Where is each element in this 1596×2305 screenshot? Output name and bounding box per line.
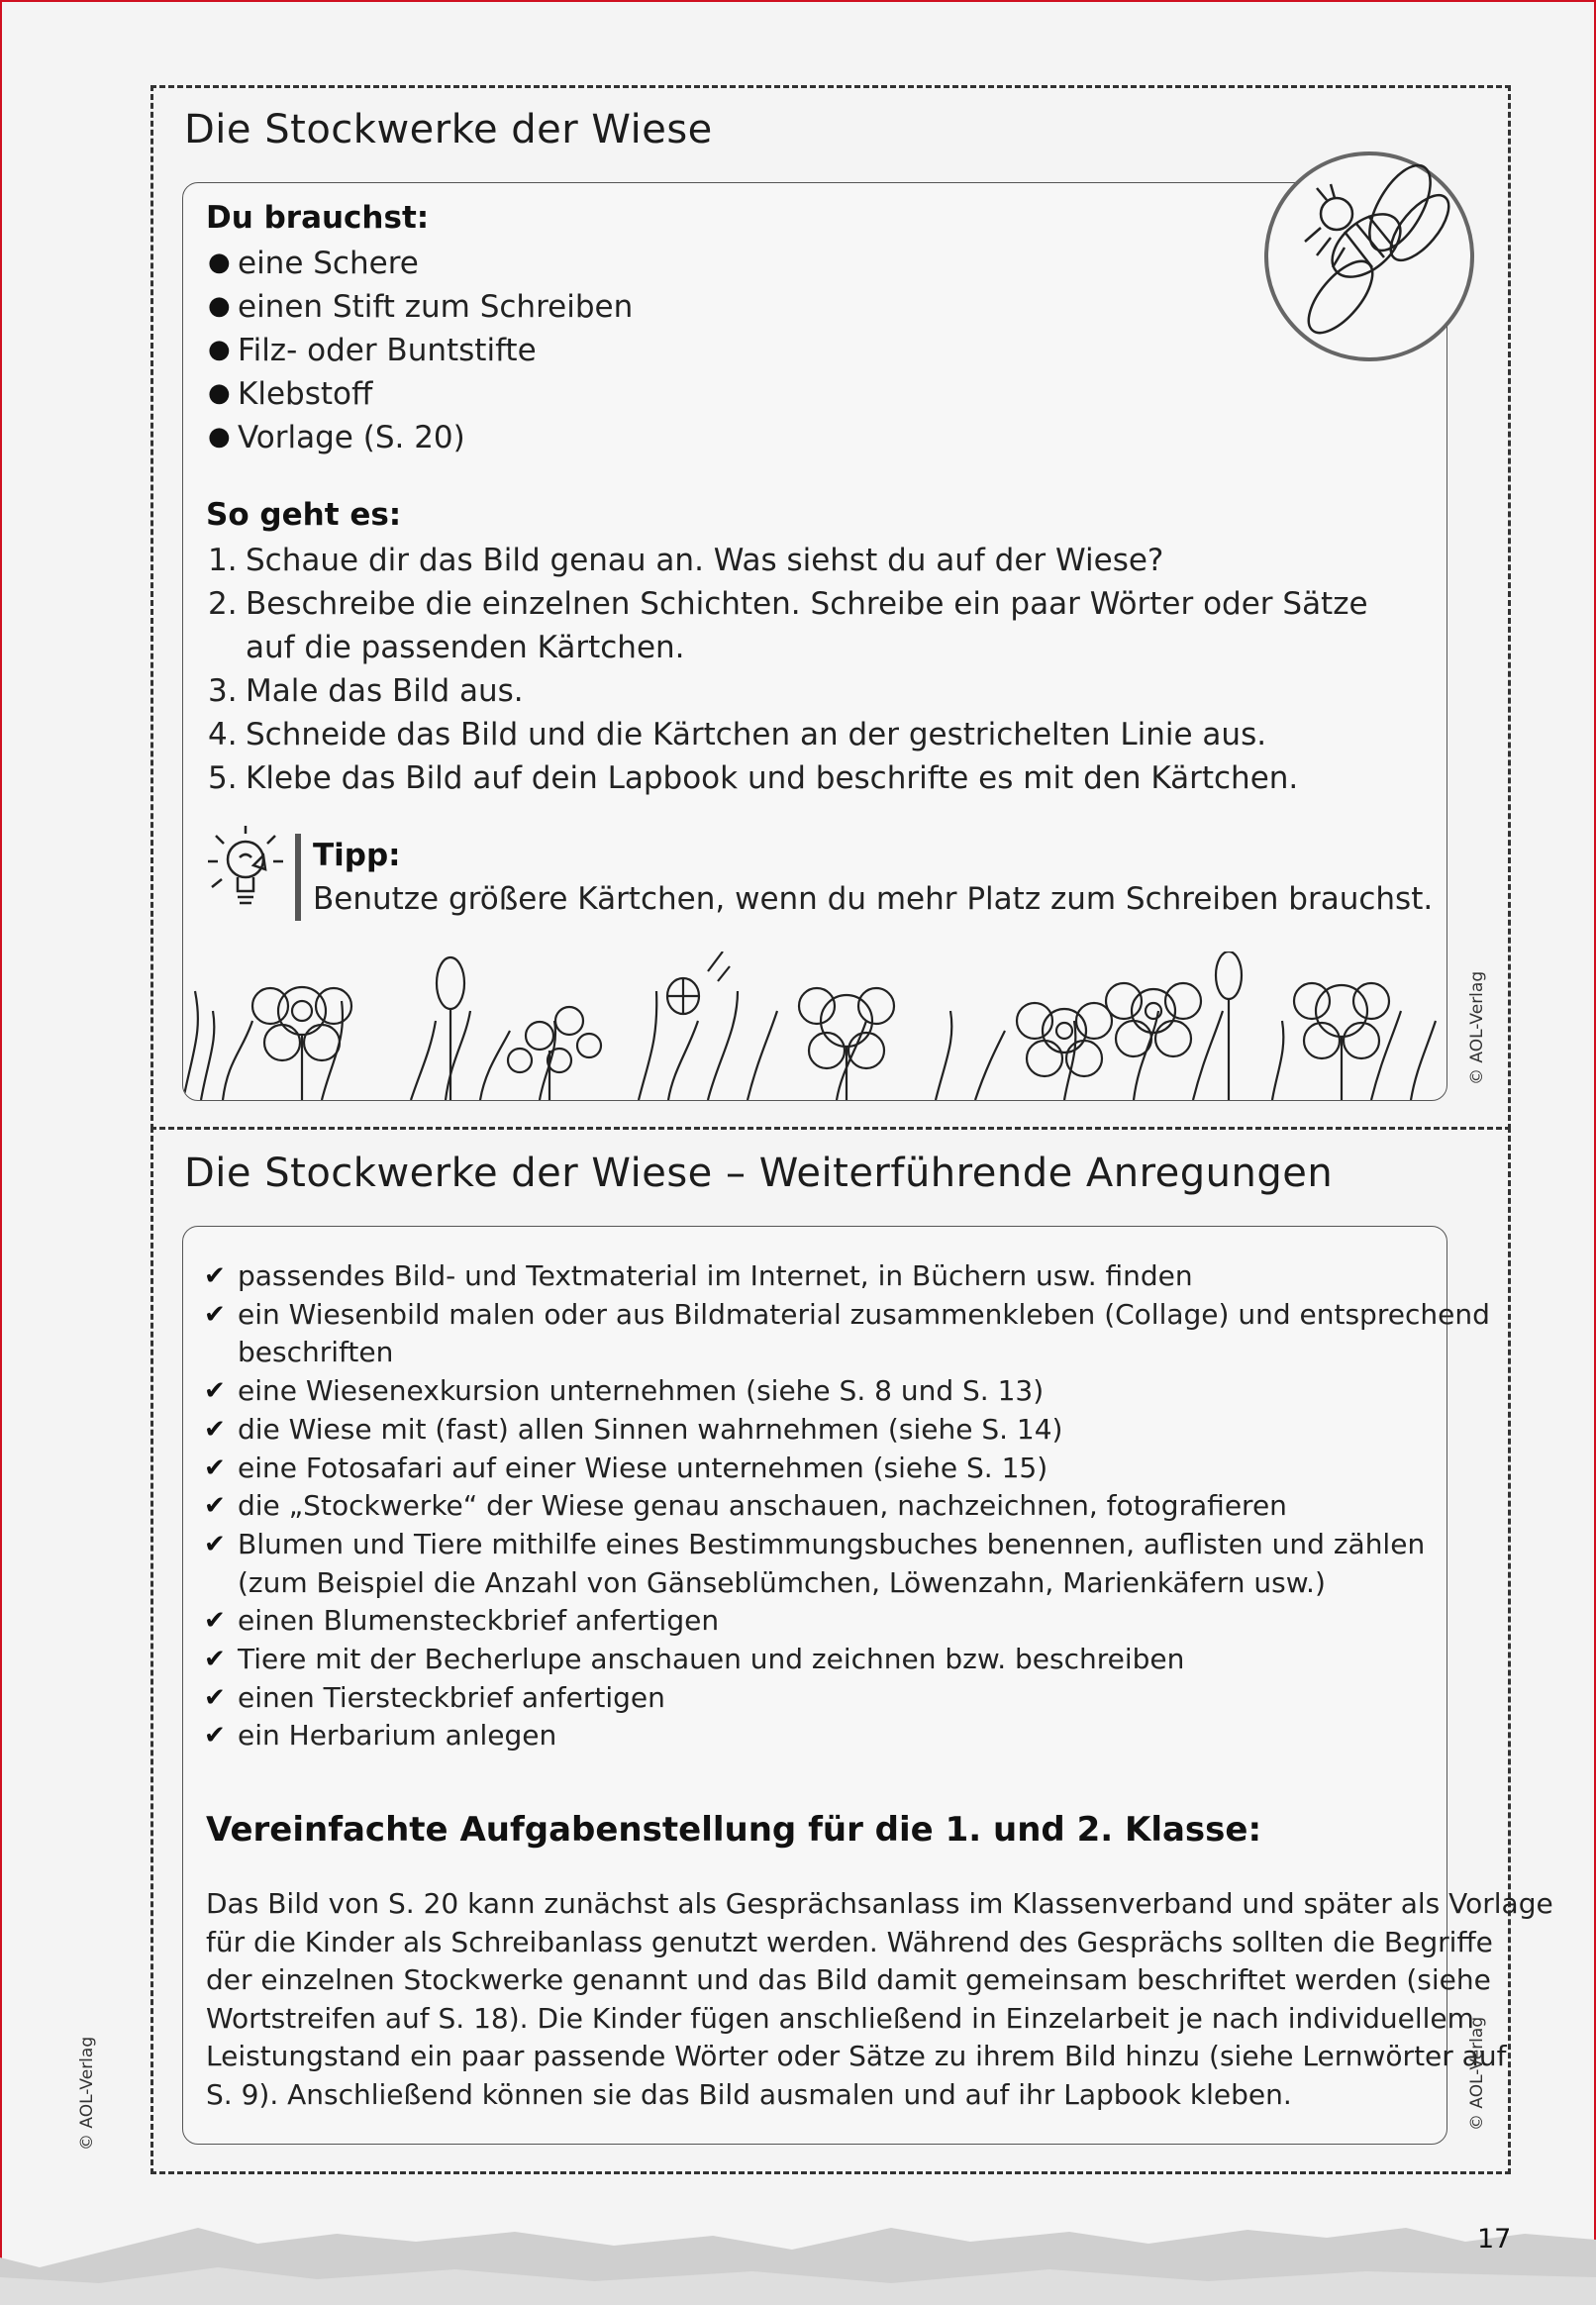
check-icon: ✔ bbox=[204, 1529, 226, 1559]
check-icon: ✔ bbox=[204, 1682, 226, 1713]
steps-heading: So geht es: bbox=[206, 497, 402, 533]
bullet-icon: ● bbox=[208, 248, 231, 277]
step-number: 1. bbox=[208, 543, 238, 578]
checklist-item: die Wiese mit (fast) allen Sinnen wahrnehmen (siehe S. 14) bbox=[238, 1412, 1063, 1446]
check-icon: ✔ bbox=[204, 1453, 226, 1483]
step-text: auf die passenden Kärtchen. bbox=[246, 630, 685, 665]
step-number: 3. bbox=[208, 673, 238, 709]
material-item: einen Stift zum Schreiben bbox=[238, 289, 634, 325]
paragraph-line: für die Kinder als Schreibanlass genutzt werden. Während des Gesprächs sollten die Begriffe bbox=[206, 1925, 1493, 1958]
checklist-item: (zum Beispiel die Anzahl von Gänseblümchen, Löwenzahn, Marienkäfern usw.) bbox=[238, 1565, 1326, 1599]
step-text: Male das Bild aus. bbox=[246, 673, 524, 709]
paragraph-line: Wortstreifen auf S. 18). Die Kinder fügen anschließend in Einzelarbeit je nach individuellem bbox=[206, 2001, 1474, 2035]
checklist-item: die „Stockwerke“ der Wiese genau anschauen, nachzeichnen, fotografieren bbox=[238, 1489, 1287, 1523]
step-number: 2. bbox=[208, 586, 238, 622]
check-icon: ✔ bbox=[204, 1376, 226, 1407]
checklist-item: Blumen und Tiere mithilfe eines Bestimmungsbuches benennen, auflisten und zählen bbox=[238, 1527, 1426, 1560]
step-number: 5. bbox=[208, 760, 238, 796]
check-icon: ✔ bbox=[204, 1261, 226, 1291]
meadow-illustration bbox=[183, 952, 1446, 1100]
bullet-icon: ● bbox=[208, 335, 231, 364]
checklist-item: ein Herbarium anlegen bbox=[238, 1719, 557, 1753]
check-icon: ✔ bbox=[204, 1606, 226, 1637]
check-icon: ✔ bbox=[204, 1645, 226, 1674]
materials-heading: Du brauchst: bbox=[206, 200, 430, 236]
check-icon: ✔ bbox=[204, 1721, 226, 1752]
page-number: 17 bbox=[1477, 2224, 1512, 2255]
margin-copyright: © AOL-Verlag bbox=[77, 2036, 97, 2151]
bullet-icon: ● bbox=[208, 422, 231, 451]
bullet-icon: ● bbox=[208, 378, 231, 408]
checklist-item: ein Wiesenbild malen oder aus Bildmaterial zusammenkleben (Collage) und entsprechend bbox=[238, 1297, 1490, 1331]
paragraph-line: Leistungstand ein paar passende Wörter oder Sätze zu ihrem Bild hinzu (siehe Lernwörter auf bbox=[206, 2040, 1507, 2073]
step-text: Schaue dir das Bild genau an. Was siehst du auf der Wiese? bbox=[246, 543, 1164, 578]
step-text: Beschreibe die einzelnen Schichten. Schreibe ein paar Wörter oder Sätze bbox=[246, 586, 1368, 622]
material-item: Klebstoff bbox=[238, 376, 373, 412]
checklist-item: Tiere mit der Becherlupe anschauen und zeichnen bzw. beschreiben bbox=[238, 1643, 1185, 1675]
paragraph-line: Das Bild von S. 20 kann zunächst als Gesprächsanlass im Klassenverband und später als Vorlage bbox=[206, 1887, 1553, 1920]
step-text: Klebe das Bild auf dein Lapbook und beschrifte es mit den Kärtchen. bbox=[246, 760, 1299, 796]
checklist-item: einen Tiersteckbrief anfertigen bbox=[238, 1680, 665, 1714]
paragraph-line: S. 9). Anschließend können sie das Bild ausmalen und auf ihr Lapbook kleben. bbox=[206, 2078, 1292, 2111]
material-item: eine Schere bbox=[238, 246, 419, 281]
material-item: Vorlage (S. 20) bbox=[238, 420, 465, 455]
checklist-item: eine Wiesenexkursion unternehmen (siehe S. 8 und S. 13) bbox=[238, 1374, 1045, 1408]
step-text: Schneide das Bild und die Kärtchen an der gestrichelten Linie aus. bbox=[246, 717, 1267, 752]
copyright-box2: © AOL-Verlag bbox=[1467, 2016, 1487, 2131]
check-icon: ✔ bbox=[204, 1491, 226, 1522]
tip-bar bbox=[295, 834, 301, 921]
torn-paper-edge bbox=[0, 2198, 1596, 2305]
copyright-box1: © AOL-Verlag bbox=[1467, 970, 1487, 1085]
bullet-icon: ● bbox=[208, 291, 231, 321]
checklist-item: beschriften bbox=[238, 1336, 394, 1369]
section-title-1: Die Stockwerke der Wiese bbox=[184, 107, 713, 152]
checklist-item: eine Fotosafari auf einer Wiese unternehmen (siehe S. 15) bbox=[238, 1451, 1048, 1484]
simplified-heading: Vereinfachte Aufgabenstellung für die 1. und 2. Klasse: bbox=[206, 1810, 1262, 1850]
checklist-item: einen Blumensteckbrief anfertigen bbox=[238, 1604, 720, 1638]
tip-text: Benutze größere Kärtchen, wenn du mehr Platz zum Schreiben brauchst. bbox=[313, 881, 1434, 917]
check-icon: ✔ bbox=[204, 1414, 226, 1445]
lightbulb-icon bbox=[204, 826, 283, 921]
check-icon: ✔ bbox=[204, 1299, 226, 1330]
step-number: 4. bbox=[208, 717, 238, 752]
tip-heading: Tipp: bbox=[313, 838, 401, 873]
checklist-item: passendes Bild- und Textmaterial im Internet, in Büchern usw. finden bbox=[238, 1259, 1193, 1292]
section-title-2: Die Stockwerke der Wiese – Weiterführende Anregungen bbox=[184, 1151, 1334, 1196]
paragraph-line: der einzelnen Stockwerke genannt und das Bild damit gemeinsam beschriftet werden (siehe bbox=[206, 1963, 1491, 1997]
material-item: Filz- oder Buntstifte bbox=[238, 333, 537, 368]
bee-icon bbox=[1261, 149, 1477, 364]
